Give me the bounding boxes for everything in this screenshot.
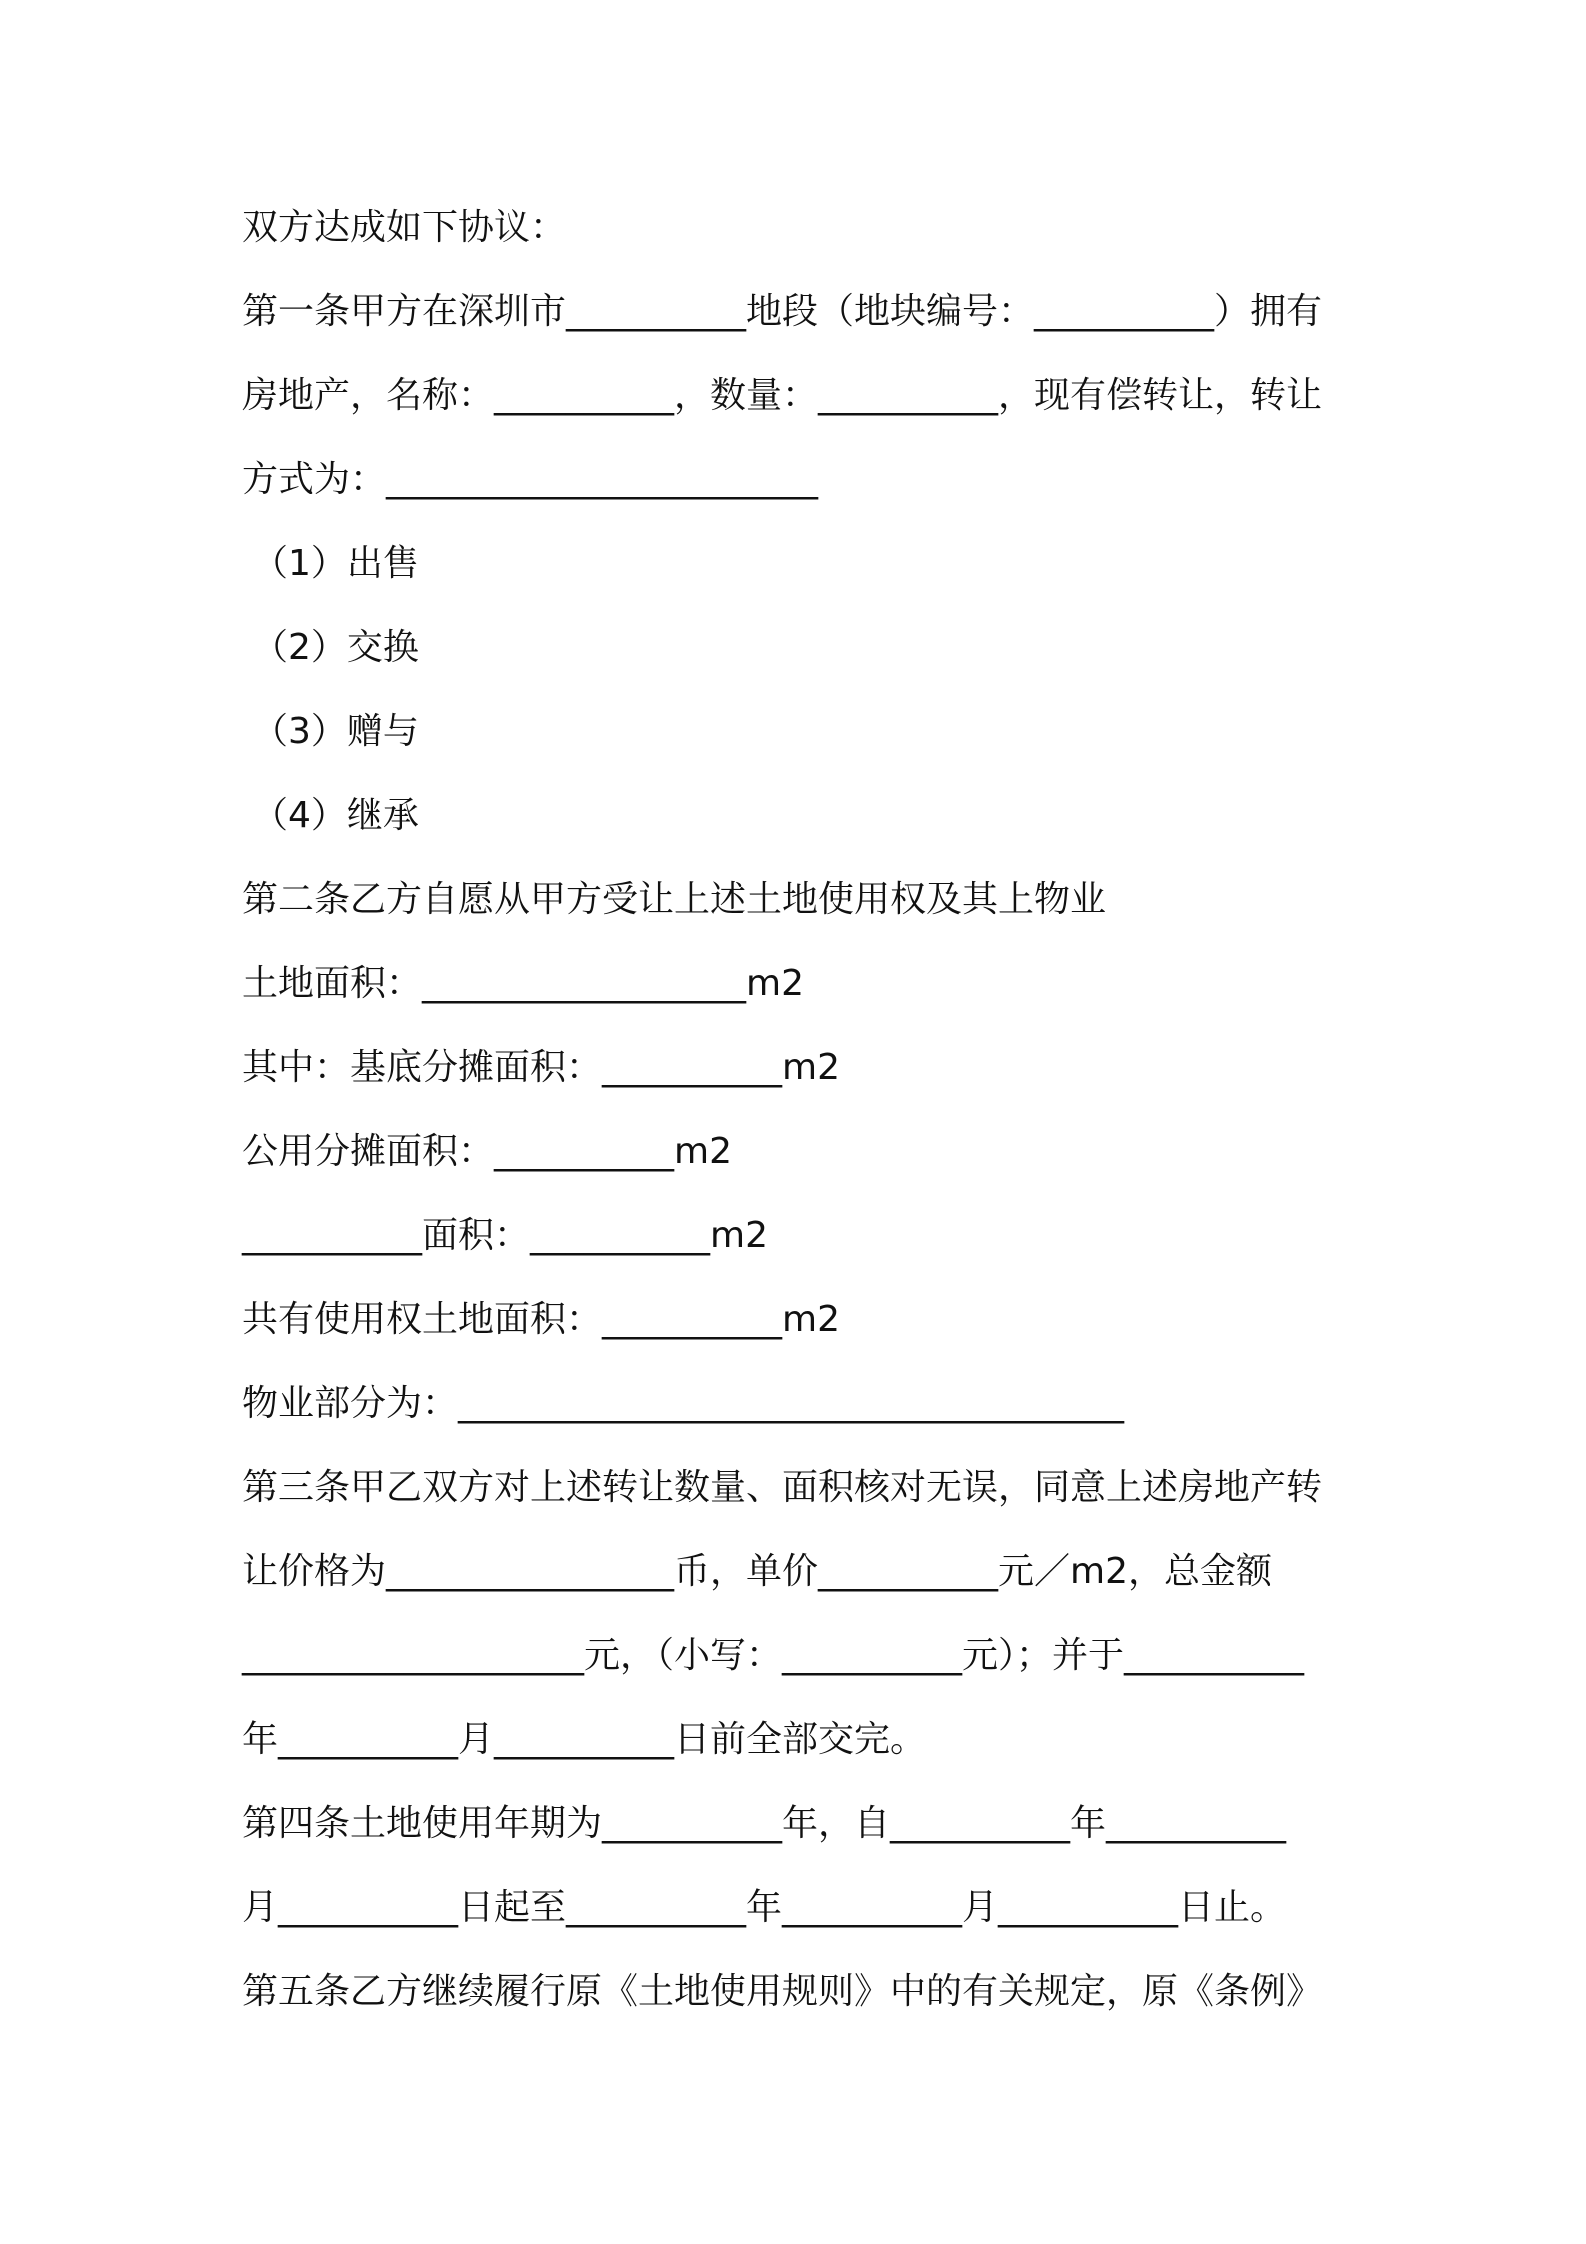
text-line: 公用分摊面积：__________m2	[242, 1131, 732, 1172]
text-line: 土地面积：__________________m2	[242, 963, 804, 1004]
text-line: 第一条甲方在深圳市__________地段（地块编号：__________）拥有	[242, 291, 1323, 332]
text-line: 月__________日起至__________年__________月__________日止。	[242, 1887, 1287, 1928]
text-line: __________面积：__________m2	[242, 1215, 768, 1256]
text-line: 其中：基底分摊面积：__________m2	[242, 1047, 840, 1088]
text-line: 方式为：________________________	[242, 459, 819, 500]
list-item: （3）赠与	[252, 711, 419, 752]
text-line: 第三条甲乙双方对上述转让数量、面积核对无误，同意上述房地产转	[242, 1467, 1323, 1508]
text-line: 房地产，名称：__________，数量：__________，现有偿转让，转让	[242, 375, 1323, 416]
list-item: （4）继承	[252, 795, 419, 836]
text-line: 让价格为________________币，单价__________元／m2，总金额	[242, 1551, 1272, 1592]
text-line: 年__________月__________日前全部交完。	[242, 1719, 927, 1760]
text-line: ___________________元，（小写：__________元）；并于__________	[242, 1635, 1305, 1676]
list-item: （2）交换	[252, 627, 419, 668]
text-line: 第五条乙方继续履行原《土地使用规则》中的有关规定，原《条例》	[242, 1971, 1323, 2012]
text-line: 共有使用权土地面积：__________m2	[242, 1299, 840, 1340]
text-line: 物业部分为：_____________________________________	[242, 1383, 1125, 1424]
text-line: 双方达成如下协议：	[242, 207, 567, 248]
list-item: （1）出售	[252, 543, 419, 584]
text-line: 第二条乙方自愿从甲方受让上述土地使用权及其上物业	[242, 879, 1107, 920]
text-line: 第四条土地使用年期为__________年，自__________年__________	[242, 1803, 1287, 1844]
